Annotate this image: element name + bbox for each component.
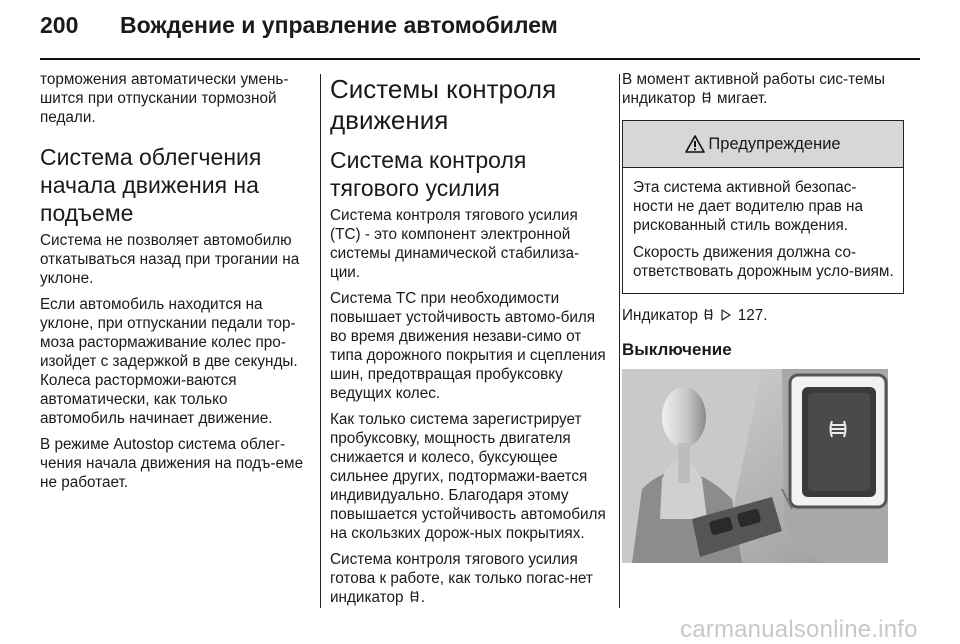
page-header — [0, 0, 960, 60]
warning-triangle-icon — [685, 135, 705, 153]
paragraph — [330, 550, 608, 607]
paragraph: В режиме Autostop система облег-чения начала движения на подъ-еме не работает. — [40, 436, 304, 491]
warning-text: Скорость движения должна со-ответствовать дорожным усло-виям. — [633, 244, 894, 280]
traction-control-icon — [703, 308, 714, 321]
page-reference-arrow-icon[interactable] — [721, 309, 731, 321]
paragraph: Если автомобиль находится на уклоне, при отпускании педали тор-моза растормаживание колес про-изойдет с задержкой в две секунды. Колеса расторможи-ваются автоматически, как только автомобиль начинает движение. — [40, 296, 298, 427]
paragraph: Система не позволяет автомобилю откатываться назад при трогании на уклоне. — [40, 232, 300, 287]
page-reference[interactable]: 127. — [737, 307, 768, 324]
chapter-title: Вождение и управление автомобилем — [120, 12, 558, 38]
subsection-heading-switch-off: Выключение — [622, 340, 732, 359]
section-heading-hill-start: Система облегчения начала движения на подъеме — [40, 144, 262, 226]
subsection-heading-traction-control: Система контроля тягового усилия — [330, 147, 527, 201]
column-divider — [619, 74, 620, 608]
warning-title: Предупреждение — [708, 134, 841, 153]
console-photo — [622, 369, 888, 563]
paragraph: Система контроля тягового усилия (TC) - это компонент электронной системы динамической стабилиза-ции. — [330, 207, 580, 281]
column-2 — [330, 70, 608, 614]
warning-body — [623, 168, 903, 293]
column-3 — [622, 70, 904, 563]
traction-control-icon — [701, 91, 712, 104]
paragraph-text: В момент активной работы сис-темы индикатор — [622, 71, 885, 107]
paragraph-text: . — [420, 589, 426, 606]
traction-control-icon — [409, 590, 420, 603]
paragraph: Система TC при необходимости повышает устойчивость автомо-биля во время движения незави-симо от типа дорожного покрытия и сцепления шин, предотвращая пробуксовку ведущих колес. — [330, 290, 606, 402]
warning-box — [622, 120, 904, 294]
column-1 — [40, 70, 308, 499]
paragraph-text: Система контроля тягового усилия готова к работе, как только погас-нет индикатор — [330, 551, 593, 606]
watermark: carmanualsonline.info — [680, 616, 918, 643]
paragraph: торможения автоматически умень-шится при отпускании тормозной педали. — [40, 71, 289, 126]
paragraph-text: Индикатор — [622, 307, 698, 324]
warning-header — [623, 121, 903, 168]
paragraph: Как только система зарегистрирует пробуксовку, мощность двигателя снижается и колесо, буксующее сильнее других, подтормажи-вается индивидуально. Благодаря этому повышается устойчивость автомобиля на скользких дорож-ных покрытиях. — [330, 411, 606, 542]
paragraph — [622, 70, 904, 108]
section-heading-traction-systems: Системы контроля движения — [330, 74, 557, 135]
paragraph-text: мигает. — [717, 90, 768, 107]
warning-text: Эта система активной безопас-ности не дает водителю прав на рискованный стиль вождения. — [633, 179, 864, 234]
indicator-reference — [622, 306, 904, 325]
page-number: 200 — [40, 12, 79, 38]
header-rule — [40, 58, 920, 60]
column-divider — [320, 74, 321, 608]
